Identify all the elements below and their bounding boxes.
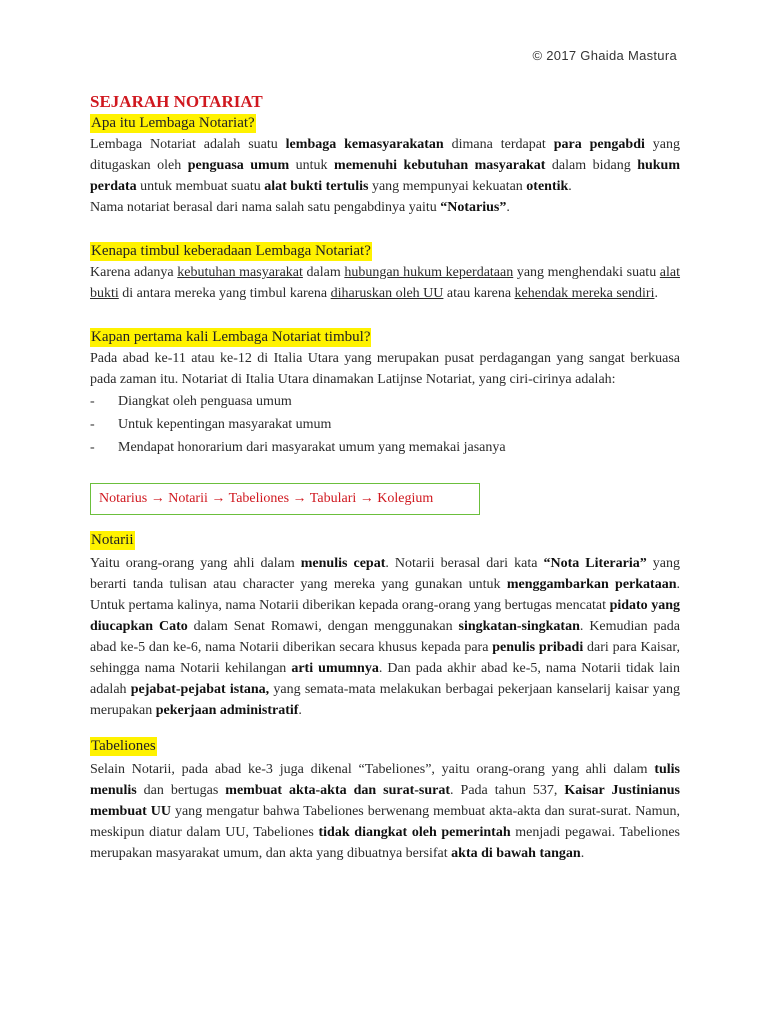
evolution-chain-text: Notarius → Notarii → Tabeliones → Tabulari → Kolegium: [99, 491, 434, 506]
bold-phrase: akta di bawah tangan: [451, 846, 581, 861]
bold-phrase: pejabat-pejabat istana,: [130, 682, 270, 697]
text-run: dan bertugas: [136, 783, 226, 798]
bold-phrase: penulis pribadi: [492, 640, 584, 655]
text-run: Yaitu orang-orang yang ahli dalam: [90, 556, 301, 571]
bold-phrase: “Nota Literaria”: [543, 556, 647, 571]
text-run: . Untuk pertama kalinya, nama Notarii diberikan kepada orang-orang yang bertugas mencatat: [90, 577, 680, 613]
question-heading-1: Apa itu Lembaga Notariat?: [91, 115, 255, 131]
text-run: di antara mereka yang timbul karena: [118, 286, 331, 301]
text-run: yang mengatur bahwa Tabeliones berwenang membuat akta-akta dan surat-surat. Namun, meskipun diatur dalam UU, Tabeliones: [90, 804, 680, 840]
bold-phrase: alat bukti tertulis: [264, 179, 369, 194]
text-run: .: [568, 179, 572, 194]
text-run: . Dan pada akhir abad ke-5, nama Notarii tidak lain adalah: [90, 661, 681, 697]
text-run: dari para Kaisar, sehingga nama Notarii kehilangan: [90, 640, 680, 676]
underlined-phrase: alat bukti: [90, 265, 681, 301]
paragraph-definition: [90, 134, 680, 197]
bold-phrase: menulis cepat: [300, 556, 386, 571]
text-run: . Pada tahun 537,: [450, 783, 565, 798]
bold-phrase: hukum perdata: [90, 158, 681, 194]
bold-phrase: membuat akta-akta dan surat-surat: [225, 783, 451, 798]
section-heading-notarii: Notarii: [91, 532, 134, 548]
underlined-phrase: hubungan hukum keperdataan: [344, 265, 514, 280]
question-heading-2: Kenapa timbul keberadaan Lembaga Notariat?: [91, 243, 371, 259]
bold-phrase: “Notarius”: [440, 200, 507, 215]
text-run: untuk: [289, 158, 335, 173]
list-item: - Mendapat honorarium dari masyarakat umum yang memakai jasanya: [90, 436, 680, 459]
bold-phrase: penguasa umum: [187, 158, 290, 173]
text-run: .: [580, 846, 585, 861]
paragraph-tabeliones: [90, 759, 680, 864]
text-run: Selain Notarii, pada abad ke-3 juga dikenal “Tabeliones”, yaitu orang-orang yang ahli dalam: [90, 762, 655, 777]
text-run: .: [298, 703, 302, 718]
text-run: . Kemudian pada abad ke-5 dan ke-6, nama Notarii diberikan secara khusus kepada para: [90, 619, 680, 655]
text-run: dalam Senat Romawi, dengan menggunakan: [187, 619, 459, 634]
text-run: . Notarii berasal dari kata: [385, 556, 544, 571]
paragraph-origin-name: [90, 197, 680, 218]
text-run: Lembaga Notariat adalah suatu: [90, 137, 286, 152]
underlined-phrase: kebutuhan masyarakat: [177, 265, 303, 280]
bold-phrase: memenuhi kebutuhan masyarakat: [334, 158, 546, 173]
page-title: SEJARAH NOTARIAT: [90, 92, 263, 111]
copyright-notice: © 2017 Ghaida Mastura: [532, 48, 677, 63]
bold-phrase: Kaisar Justinianus membuat UU: [90, 783, 680, 819]
characteristics-list: [90, 390, 680, 459]
text-run: yang ditugaskan oleh: [90, 137, 680, 173]
underlined-phrase: kehendak mereka sendiri: [514, 286, 655, 301]
text-run: .: [654, 286, 658, 301]
bold-phrase: otentik: [526, 179, 569, 194]
bold-phrase: pidato yang diucapkan Cato: [90, 598, 680, 634]
text-run: yang semata-mata melakukan berbagai pekerjaan kanselarij kaisar yang merupakan: [90, 682, 681, 718]
bold-phrase: menggambarkan perkataan: [506, 577, 677, 592]
text-run: Nama notariat berasal dari nama salah satu pengabdinya yaitu: [90, 200, 441, 215]
text-run: Karena adanya: [90, 265, 178, 280]
underlined-phrase: diharuskan oleh UU: [330, 286, 444, 301]
bold-phrase: lembaga kemasyarakatan: [285, 137, 444, 152]
paragraph-reason: [90, 262, 680, 304]
text-run: Pada abad ke-11 atau ke-12 di Italia Utara yang merupakan pusat perdagangan yang sangat berkuasa pada zaman itu. Notariat di Italia Utara dinamakan Latijnse Notariat, yang ciri-cirinya adalah:: [90, 351, 680, 387]
text-run: menjadi pegawai. Tabeliones merupakan masyarakat umum, dan akta yang dibuatnya bersifat: [90, 825, 681, 861]
paragraph-history: [90, 348, 680, 390]
bold-phrase: tulis menulis: [90, 762, 680, 798]
section-heading-tabeliones: Tabeliones: [91, 738, 156, 754]
bold-phrase: arti umumnya: [291, 661, 379, 676]
paragraph-notarii: [90, 553, 680, 721]
text-run: yang menghendaki suatu: [513, 265, 660, 280]
document-body: [90, 92, 680, 864]
evolution-chain-box: [90, 483, 480, 515]
text-run: yang berarti tanda tulisan atau character yang mereka yang gunakan untuk: [90, 556, 680, 592]
text-run: dalam: [302, 265, 345, 280]
question-heading-3: Kapan pertama kali Lembaga Notariat timbul?: [91, 329, 371, 345]
text-run: atau karena: [443, 286, 515, 301]
bold-phrase: pekerjaan administratif: [155, 703, 299, 718]
bold-phrase: para pengabdi: [553, 137, 645, 152]
text-run: .: [506, 200, 510, 215]
bold-phrase: singkatan-singkatan: [458, 619, 580, 634]
list-item: - Untuk kepentingan masyarakat umum: [90, 413, 680, 436]
text-run: yang mempunyai kekuatan: [368, 179, 527, 194]
text-run: untuk membuat suatu: [136, 179, 265, 194]
text-run: dimana terdapat: [443, 137, 554, 152]
bold-phrase: tidak diangkat oleh pemerintah: [318, 825, 511, 840]
list-item: - Diangkat oleh penguasa umum: [90, 390, 680, 413]
text-run: dalam bidang: [545, 158, 638, 173]
